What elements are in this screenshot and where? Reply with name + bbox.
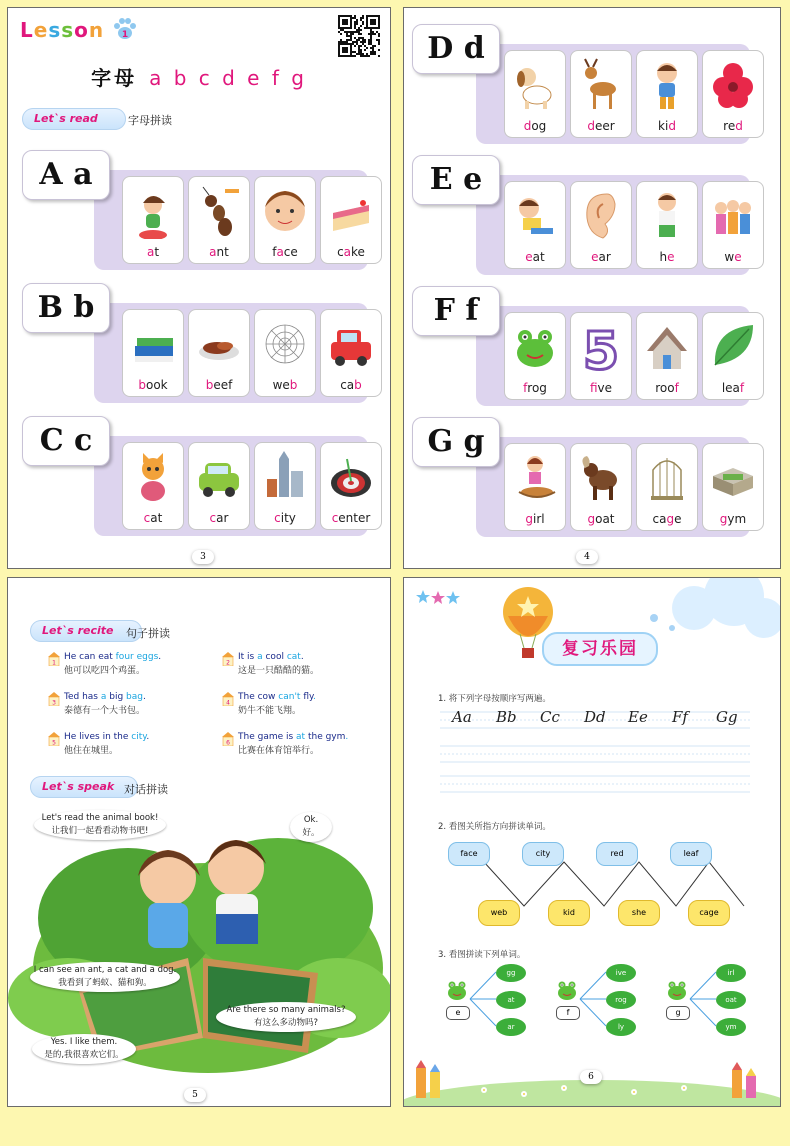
letter-card: G g [412,417,500,467]
kid-icon [643,57,691,113]
word-card[interactable] [320,309,382,397]
review-heading: 复习乐园 [562,639,638,659]
word-highlight: b [354,378,362,392]
word-card[interactable] [702,50,764,138]
sentence-text: fly [300,692,314,702]
word-label [571,119,631,133]
word-label [637,381,697,395]
word-text: f [272,245,277,259]
word-highlight: a [276,245,284,259]
page-number: 3 [192,550,214,564]
word-highlight: a [146,245,155,259]
word-text: ive [597,381,613,395]
word-highlight: c [331,511,339,525]
word-card[interactable] [636,312,698,400]
page-3 [7,7,391,569]
sentence-text: the gym [305,732,346,742]
sentence-en [238,690,316,704]
bubble-zh: 让我们一起看看动物书吧! [51,826,149,836]
word-highlight: c [274,511,281,525]
word-label [255,378,315,392]
word-highlight: c [143,511,151,525]
copy-letter-pair: Bb [496,708,517,726]
girl-icon [511,450,559,506]
word-highlight: d [735,119,743,133]
frog-letter-tag: f [556,1006,580,1020]
word-leaf[interactable]: rog [606,991,636,1009]
sentence [238,690,316,718]
bubble-zh: 是的,我很喜欢它们。 [44,1050,124,1060]
sentence [64,690,146,718]
word-text: w [724,250,735,264]
word-card[interactable] [122,309,184,397]
sentence-zh: 他住在城里。 [64,746,119,756]
sentence-text: cool [262,652,287,662]
word-text: oat [595,512,615,526]
word-leaf[interactable]: ly [606,1018,636,1036]
word-text: rog [527,381,547,395]
svg-text:5: 5 [582,322,620,375]
word-text: at [150,511,163,525]
copy-letter-pair: Dd [584,708,606,726]
lets-read-subtitle: 字母拼读 [128,114,172,127]
svg-text:5: 5 [52,739,56,746]
word-text: ke [351,245,365,259]
deer-icon [577,57,625,113]
cage-icon [643,450,691,506]
letter-card: E e [412,155,500,205]
word-highlight: f [674,381,679,395]
word-leaf[interactable]: gg [496,964,526,982]
word-highlight: e [667,250,675,264]
roof-icon [643,319,691,375]
word-text: ym [727,512,747,526]
eat-icon [511,188,559,244]
word-text: re [723,119,736,133]
sentence [238,650,319,678]
word-text: ca [340,378,355,392]
word-card[interactable] [504,312,566,400]
page-5 [7,577,391,1107]
sentence [64,650,161,678]
svg-text:4: 4 [226,699,230,706]
word-text: ki [658,119,669,133]
frog-letter-tag: e [446,1006,470,1020]
house-number-icon [48,732,60,746]
word-text: ity [280,511,296,525]
word-card[interactable] [636,443,698,531]
house-number-icon [48,652,60,666]
word-highlight: b [289,378,298,392]
word-text: roo [655,381,675,395]
bubble-en: Yes. I like them. [50,1037,118,1047]
house-number-icon [222,652,234,666]
word-tag-yellow[interactable]: kid [548,900,590,926]
copy-letter-pair: Ff [672,708,688,726]
word-text: at [532,250,545,264]
sentence-text: It is [238,652,258,662]
word-highlight: f [523,381,528,395]
page-6 [403,577,781,1107]
city-icon [261,449,309,505]
house-number-icon [222,692,234,706]
sentence-text: . [146,732,150,742]
sentence-highlight: bag [126,692,143,702]
title-letters: a b c d e f g [149,66,307,90]
lesson-label [20,18,104,42]
page-number: 6 [580,1070,602,1084]
lesson-letter: L [20,18,34,42]
word-highlight: f [739,381,745,395]
letter-card: F f [412,286,500,336]
connector-lines [578,966,608,1032]
word-card[interactable] [702,443,764,531]
sentence-zh: 这是一只酷酷的猫。 [238,666,320,676]
word-highlight: g [525,512,533,526]
svg-text:2: 2 [226,659,230,666]
svg-text:1: 1 [121,30,129,40]
word-label [189,378,249,392]
word-text: enter [338,511,371,525]
word-label [703,512,763,526]
ant-icon [195,183,243,239]
speech-bubble [32,1034,136,1064]
leaf-icon [709,319,757,375]
word-text: ar [598,250,611,264]
sentence-highlight: . [345,732,349,742]
sentence-text: . [142,692,146,702]
review-banner [542,632,658,666]
word-label [505,512,565,526]
word-label [703,250,763,264]
word-card[interactable] [122,442,184,530]
word-card[interactable] [702,312,764,400]
sentence-zh: 奶牛不能飞翔。 [238,706,302,716]
qr-code-icon[interactable] [338,15,380,57]
lets-recite-ribbon: Let`s recite [30,620,142,642]
word-card[interactable] [188,176,250,264]
sentence-en [64,650,161,664]
word-card[interactable] [188,309,250,397]
copy-letter-pair: Cc [540,708,560,726]
word-highlight: e [525,250,533,264]
word-card[interactable] [570,443,632,531]
ear-icon [577,188,625,244]
speech-bubble [30,962,180,992]
lets-recite-subtitle: 句子拼读 [126,627,170,640]
word-label [123,245,183,259]
word-tag-yellow[interactable]: she [618,900,660,926]
word-highlight: g [719,512,728,526]
word-text: we [272,378,290,392]
word-label [123,511,183,525]
word-text: eef [213,378,233,392]
word-text: ar [216,511,229,525]
sentence-zh: 比赛在体育馆举行。 [238,746,320,756]
word-tag-blue[interactable]: city [522,842,564,866]
five-icon [577,319,625,375]
sentence-highlight: at [296,732,306,742]
word-label [321,245,381,259]
sentence-highlight: four [115,652,134,662]
stars-icon [416,590,460,604]
svg-text:6: 6 [226,739,230,746]
word-card[interactable] [570,312,632,400]
connector-lines [688,966,718,1032]
letter-card: A a [22,150,110,200]
word-card[interactable] [504,50,566,138]
gym-icon [709,450,757,506]
cab-icon [327,316,375,372]
word-text: nt [216,245,229,259]
word-label [571,512,631,526]
we-icon [709,188,757,244]
word-card[interactable] [702,181,764,269]
sentence-highlight: a [100,692,107,702]
word-label [321,378,381,392]
house-number-icon [222,732,234,746]
instruction-2: 2. 看图关所指方向拼读单词。 [438,822,551,832]
word-card[interactable] [188,442,250,530]
word-label [505,381,565,395]
word-leaf[interactable]: at [496,991,526,1009]
bubble-en: Are there so many animals? [226,1005,346,1015]
car-icon [195,449,243,505]
speech-bubble [216,1002,356,1032]
sentence-highlight: eggs [136,652,159,662]
word-card[interactable] [122,176,184,264]
instruction-1: 1. 将下列字母按顺序写两遍。 [438,694,551,704]
word-label [255,245,315,259]
word-label [703,381,763,395]
word-card[interactable] [320,442,382,530]
sentence-text: The cow [238,692,279,702]
red-icon [709,57,757,113]
house-number-icon [48,692,60,706]
goat-icon [577,450,625,506]
word-card[interactable] [636,50,698,138]
page-title: 字母 a b c d e f g [91,66,307,90]
word-label [637,119,697,133]
sentence-en [64,690,146,704]
word-text: c [337,245,344,259]
word-text: e [674,512,682,526]
word-highlight: b [138,378,146,392]
word-highlight: d [523,119,532,133]
word-label [571,381,631,395]
frog-letter-tag: g [666,1006,690,1020]
lesson-letter: n [88,18,105,42]
letter-card: C c [22,416,110,466]
word-label [703,119,763,133]
word-leaf[interactable]: oat [716,991,746,1009]
sentence-zh: 他可以吃四个鸡蛋。 [64,666,146,676]
lets-read-ribbon: Let`s read [22,108,126,130]
sentence [64,730,149,758]
word-label [123,378,183,392]
copy-letter-pair: Aa [452,708,472,726]
word-text: h [659,250,668,264]
sentence-text: He lives in the [64,732,132,742]
lets-speak-subtitle: 对话拼读 [124,783,168,796]
word-card[interactable] [504,181,566,269]
word-card[interactable] [636,181,698,269]
word-leaf[interactable]: ym [716,1018,746,1036]
speech-bubble [290,812,332,842]
word-highlight: a [343,245,352,259]
sentence-text: He can eat [64,652,116,662]
sentence-en [238,650,319,664]
word-leaf[interactable]: ive [606,964,636,982]
word-text: og [531,119,547,133]
bubble-en: Ok. [303,815,319,825]
word-card[interactable] [254,442,316,530]
sentence-highlight: can't [278,692,301,702]
word-highlight: a [209,245,217,259]
word-highlight: g [666,512,675,526]
word-text: ca [652,512,667,526]
lesson-letter: e [33,18,49,42]
word-text: ook [145,378,168,392]
word-label [321,511,381,525]
word-text: t [154,245,160,259]
bubble-en: I can see an ant, a cat and a dog. [33,965,177,975]
bubble-en: Let's read the animal book! [41,813,159,823]
word-highlight: b [205,378,214,392]
word-highlight: d [668,119,676,133]
sentence-text: . [300,652,304,662]
word-card[interactable] [254,309,316,397]
word-card[interactable] [320,176,382,264]
speech-bubble [34,810,166,840]
page-4 [403,7,781,569]
web-icon [261,316,309,372]
bubble-zh: 我看到了蚂蚁、猫和狗。 [58,978,152,988]
word-highlight: g [587,512,596,526]
word-label [637,250,697,264]
at-icon [129,183,177,239]
word-highlight: c [209,511,217,525]
word-leaf[interactable]: irl [716,964,746,982]
he-icon [643,188,691,244]
sentence-en [238,730,348,744]
word-highlight: e [591,250,599,264]
word-label [637,512,697,526]
word-label [505,250,565,264]
cat-icon [129,449,177,505]
word-label [189,511,249,525]
frog-icon [511,319,559,375]
word-text: ce [283,245,298,259]
word-highlight: e [734,250,742,264]
paw-icon [112,16,138,42]
word-label [505,119,565,133]
word-highlight: f [589,381,598,395]
bubble-zh: 好。 [302,828,320,838]
lets-speak-ribbon: Let`s speak [30,776,138,798]
sentence-text: . [158,652,162,662]
book-icon [129,316,177,372]
sentence-zh: 泰德有一个大书包。 [64,706,146,716]
word-label [255,511,315,525]
letter-card: D d [412,24,500,74]
svg-text:3: 3 [52,699,56,706]
sentence-highlight: . [313,692,316,702]
word-label [571,250,631,264]
bubble-zh: 有这么多动物吗? [253,1018,318,1028]
sentence-text: The game is [238,732,297,742]
letter-card: B b [22,283,110,333]
word-card[interactable] [504,443,566,531]
center-icon [327,449,375,505]
page-number: 5 [184,1088,206,1102]
sentence-text: Ted has [64,692,101,702]
word-leaf[interactable]: ar [496,1018,526,1036]
page-number: 4 [576,550,598,564]
sentence-highlight: city [131,732,147,742]
word-tag-blue[interactable]: red [596,842,638,866]
sentence-highlight: a [257,652,263,662]
cake-icon [327,183,375,239]
instruction-3: 3. 看图拼读下列单词。 [438,950,526,960]
dog-icon [511,57,559,113]
beef-icon [195,316,243,372]
word-tag-yellow[interactable]: web [478,900,520,926]
lesson-letter: s [48,18,62,42]
word-tag-blue[interactable]: leaf [670,842,712,866]
svg-text:1: 1 [52,659,56,666]
word-label [189,245,249,259]
face-icon [261,183,309,239]
sentence-en [64,730,149,744]
word-card[interactable] [570,50,632,138]
lesson-letter: o [74,18,89,42]
copy-letter-pair: Ee [628,708,648,726]
word-card[interactable] [570,181,632,269]
word-highlight: d [587,119,595,133]
lesson-letter: s [61,18,75,42]
sentence [238,730,348,758]
sentence-highlight: cat [286,652,301,662]
word-text: irl [533,512,545,526]
sentence-text: big [106,692,127,702]
word-text: eer [594,119,615,133]
word-tag-blue[interactable]: face [448,842,490,866]
word-card[interactable] [254,176,316,264]
copy-letter-pair: Gg [716,708,738,726]
connector-lines [468,966,498,1032]
word-tag-yellow[interactable]: cage [688,900,730,926]
word-text: lea [721,381,740,395]
